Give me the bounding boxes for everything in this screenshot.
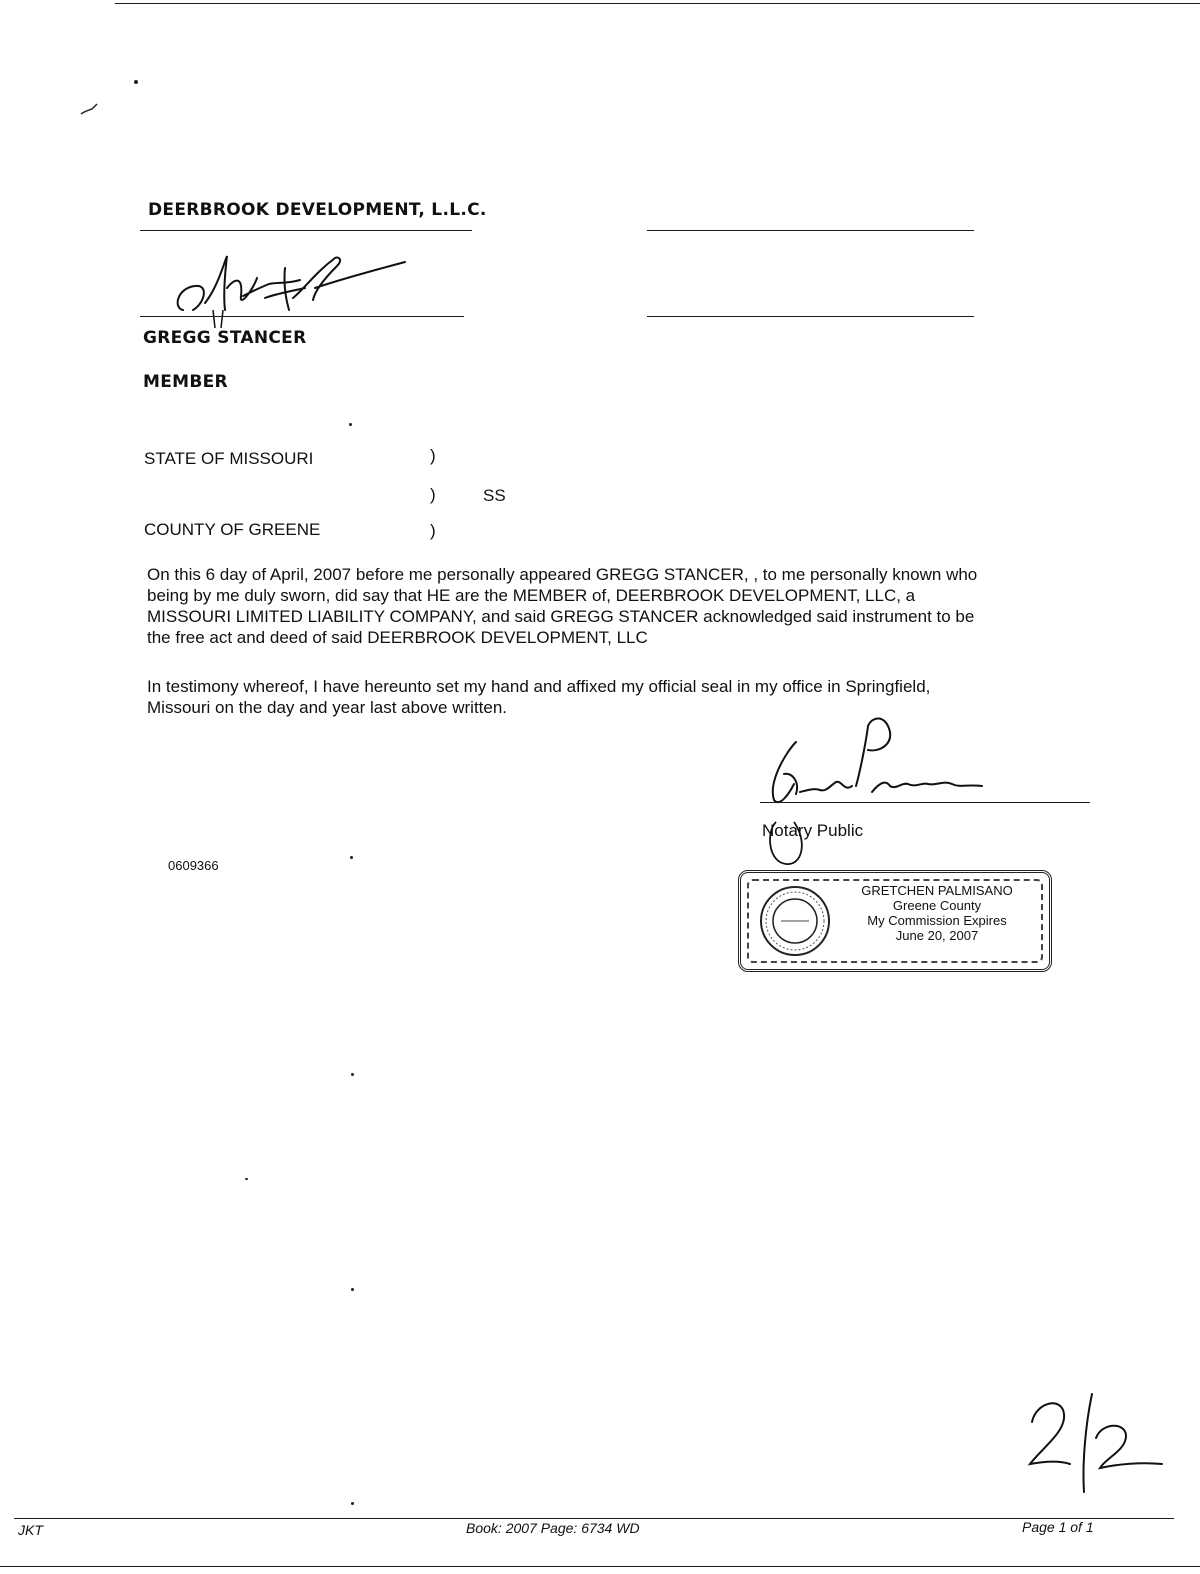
venue-county: COUNTY OF GREENE (144, 520, 321, 539)
stray-mark (245, 1178, 248, 1180)
acknowledgment-line: being by me duly sworn, did say that HE are the MEMBER of, DEERBROOK DEVELOPMENT, LLC, a (147, 586, 916, 605)
signatory-name: GREGG STANCER (143, 328, 307, 348)
venue-paren-3: ) (430, 521, 436, 540)
stray-mark (134, 80, 138, 84)
footer-page-count: Page 1 of 1 (1022, 1519, 1094, 1535)
bottom-border-line (0, 1566, 1200, 1567)
document-number: 0609366 (168, 858, 219, 873)
blank-signature-line-1 (647, 230, 974, 231)
testimony-line: Missouri on the day and year last above written. (147, 698, 508, 717)
venue-paren-1: ) (430, 446, 436, 465)
stamp-notary-name: GRETCHEN PALMISANO (861, 883, 1013, 898)
top-border-line (115, 3, 1200, 4)
stray-mark (351, 1288, 354, 1291)
notary-label: Notary Public (762, 821, 864, 840)
footer-initials: JKT (18, 1522, 43, 1538)
notary-signature-line (760, 802, 1090, 803)
notary-signature-icon (756, 712, 1001, 872)
stray-scribble-icon (80, 102, 100, 116)
blank-signature-line-2 (647, 316, 974, 317)
venue-ss: SS (483, 486, 506, 505)
stray-mark (349, 423, 352, 426)
notary-seal-icon (757, 883, 833, 959)
stray-mark (350, 856, 353, 859)
acknowledgment-line: the free act and deed of said DEERBROOK DEVELOPMENT, LLC (147, 628, 648, 647)
member-signature-line (140, 316, 464, 317)
handwritten-page-mark-icon (1022, 1392, 1167, 1502)
stamp-county: Greene County (892, 898, 982, 913)
testimony-line: In testimony whereof, I have hereunto set my hand and affixed my official seal in my office in Springfield, (147, 677, 931, 696)
notary-stamp (738, 870, 1052, 972)
member-signature-icon (165, 248, 415, 333)
stray-mark (351, 1502, 354, 1505)
footer-book-page: Book: 2007 Page: 6734 WD (466, 1520, 640, 1536)
venue-state: STATE OF MISSOURI (144, 449, 314, 468)
company-name: DEERBROOK DEVELOPMENT, L.L.C. (148, 200, 487, 220)
notary-stamp-text (837, 883, 1037, 943)
signatory-title: MEMBER (143, 372, 228, 392)
stamp-expiry-date: June 20, 2007 (895, 928, 979, 943)
stray-mark (351, 1073, 354, 1076)
acknowledgment-paragraph (147, 564, 1147, 648)
stamp-commission: My Commission Expires (867, 913, 1007, 928)
footer-top-line (14, 1518, 1174, 1519)
company-underline (140, 230, 472, 231)
acknowledgment-line: MISSOURI LIMITED LIABILITY COMPANY, and said GREGG STANCER acknowledged said instrument to be (147, 607, 975, 626)
acknowledgment-line: On this 6 day of April, 2007 before me personally appeared GREGG STANCER, , to me personally known who (147, 565, 978, 584)
venue-paren-2: ) (430, 485, 436, 504)
